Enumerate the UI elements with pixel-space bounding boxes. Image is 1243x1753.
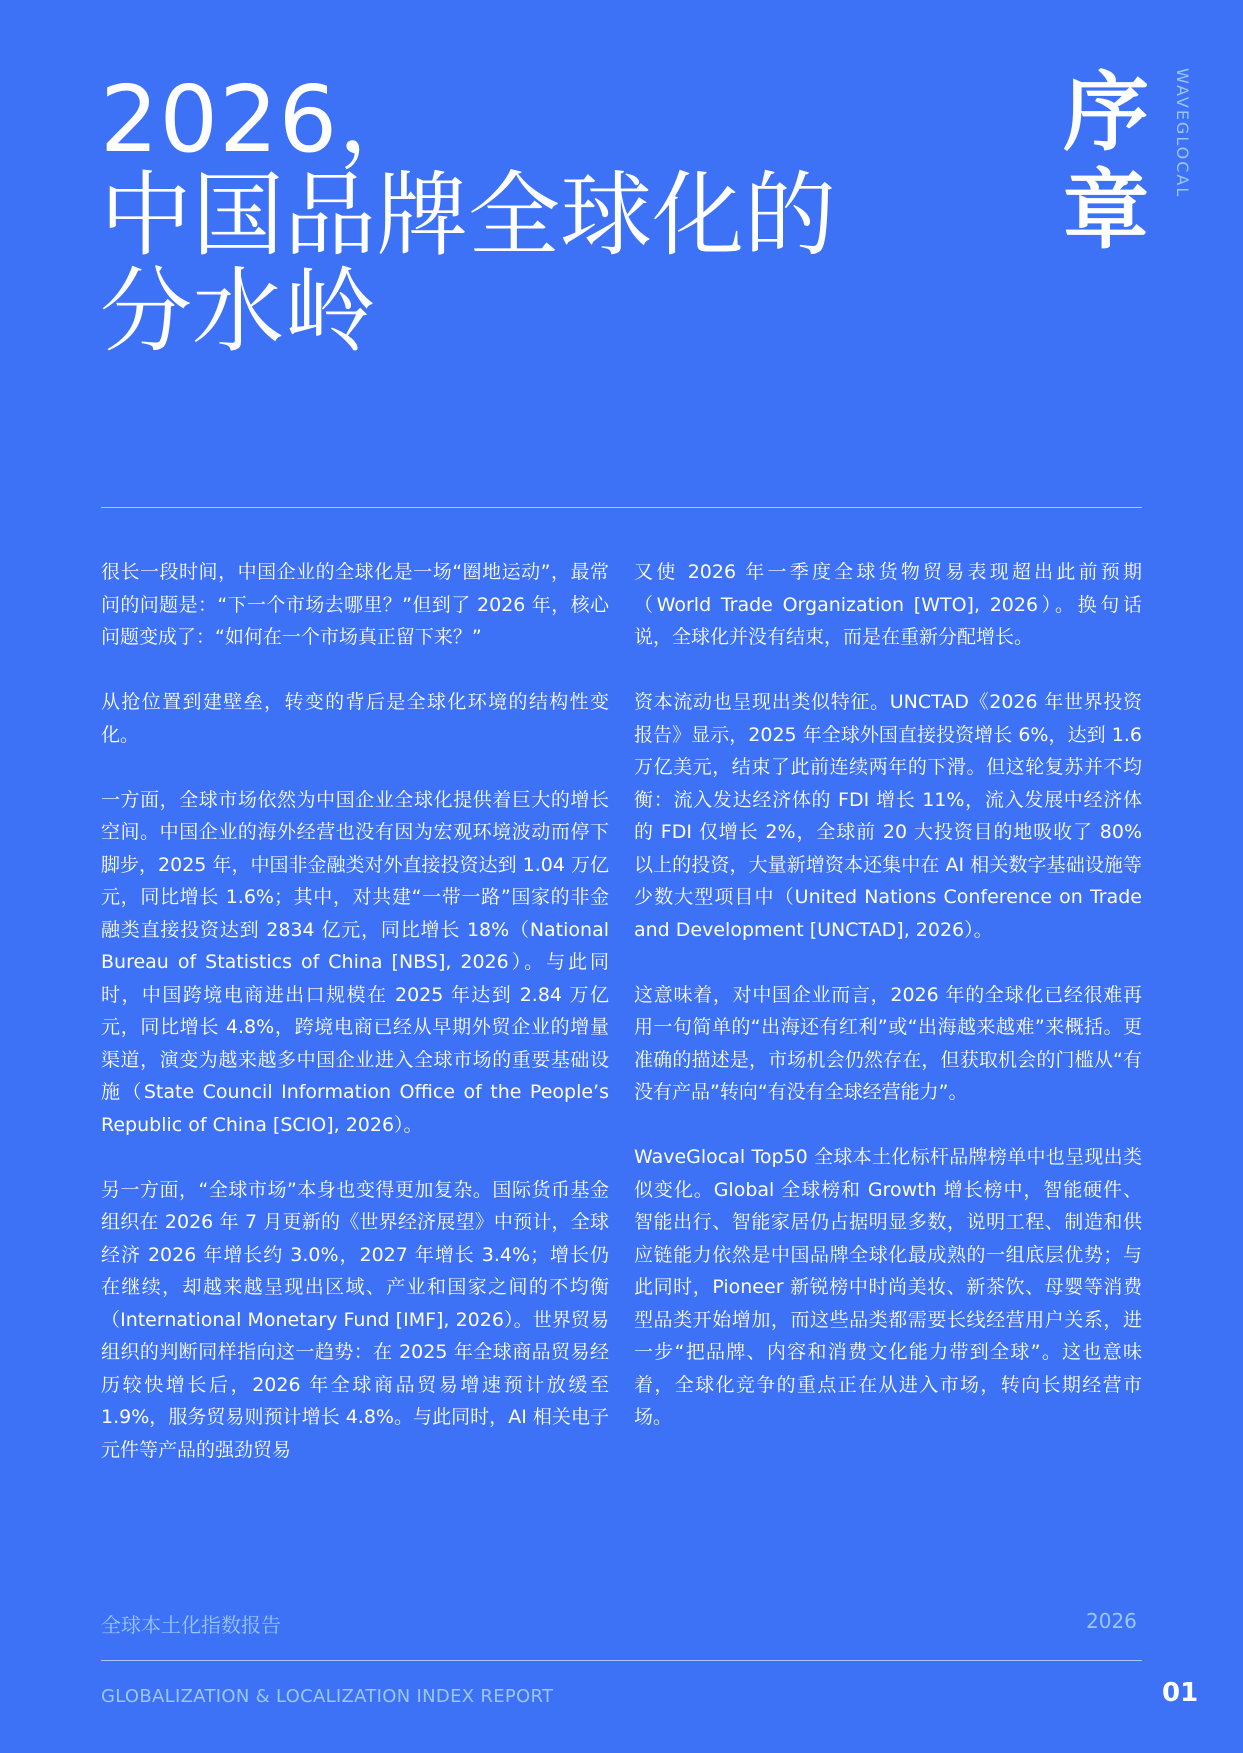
- body-column-right: [634, 556, 1142, 1466]
- paragraph: 很长一段时间，中国企业的全球化是一场“圈地运动”，最常问的问题是：“下一个市场去哪里？”但到了 2026 年，核心问题变成了：“如何在一个市场真正留下来？”: [101, 561, 609, 648]
- paragraph: 一方面，全球市场依然为中国企业全球化提供着巨大的增长空间。中国企业的海外经营也没有因为宏观环境波动而停下脚步，2025 年，中国非金融类对外直接投资达到 1.04 万亿元，同比增长 1.6%；其中，对共建“一带一路”国家的非金融类直接投资达到 2834 亿元，同比增长 18%（National Bureau of Statistics of China [NBS], 2026）。与此同时，中国跨境电商进出口规模在 2025 年达到 2.84 万亿元，同比增长 4.8%，跨境电商已经从早期外贸企业的增量渠道，演变为越来越多中国企业进入全球市场的重要基础设施（State Council Information Office of the People’s Republic of China [SCIO], 2026）。: [101, 788, 609, 1136]
- footer-report-title-en: GLOBALIZATION & LOCALIZATION INDEX REPORT: [101, 1686, 554, 1707]
- footer-year: 2026: [1086, 1609, 1137, 1633]
- chapter-char-2: 章: [1063, 161, 1149, 261]
- brand-vertical-label: WAVEGLOCAL: [1173, 68, 1192, 199]
- top-divider: [101, 507, 1142, 508]
- paragraph: 从抢位置到建壁垒，转变的背后是全球化环境的结构性变化。: [101, 691, 609, 746]
- footer-report-title-cn: 全球本土化指数报告: [101, 1613, 281, 1637]
- page-title: [100, 66, 860, 365]
- page-number: 01: [1162, 1678, 1199, 1708]
- chapter-mark: [1058, 64, 1154, 260]
- title-line-year: 2026，: [100, 66, 432, 173]
- paragraph: 这意味着，对中国企业而言，2026 年的全球化已经很难再用一句简单的“出海还有红利”或“出海越来越难”来概括。更准确的描述是，市场机会仍然存在，但获取机会的门槛从“有没有产品”转向“有没有全球经营能力”。: [634, 983, 1142, 1103]
- paragraph: WaveGlocal Top50 全球本土化标杆品牌榜单中也呈现出类似变化。Global 全球榜和 Growth 增长榜中，智能硬件、智能出行、智能家居仍占据明显多数，说明工程、制造和供应链能力依然是中国品牌全球化最成熟的一组底层优势；与此同时，Pioneer 新锐榜中时尚美妆、新茶饮、母婴等消费型品类开始增加，而这些品类都需要长线经营用户关系，进一步“把品牌、内容和消费文化能力带到全球”。这也意味着，全球化竞争的重点正在从进入市场，转向长期经营市场。: [634, 1146, 1142, 1428]
- title-line-end: 分水岭: [100, 258, 377, 365]
- chapter-char-1: 序: [1063, 63, 1149, 163]
- title-line-main: 中国品牌全球化的: [100, 162, 837, 269]
- paragraph: 又使 2026 年一季度全球货物贸易表现超出此前预期（World Trade Organization [WTO], 2026）。换句话说，全球化并没有结束，而是在重新分配增长。: [634, 561, 1142, 648]
- paragraph: 资本流动也呈现出类似特征。UNCTAD《2026 年世界投资报告》显示，2025 年全球外国直接投资增长 6%，达到 1.6 万亿美元，结束了此前连续两年的下滑。但这轮复苏并不均衡：流入发达经济体的 FDI 增长 11%，流入发展中经济体的 FDI 仅增长 2%，全球前 20 大投资目的地吸收了 80% 以上的投资，大量新增资本还集中在 AI 相关数字基础设施等少数大型项目中（United Nations Conference on Trade and Development [UNCTAD], 2026）。: [634, 691, 1142, 941]
- body-column-left: [101, 556, 609, 1499]
- paragraph: 另一方面，“全球市场”本身也变得更加复杂。国际货币基金组织在 2026 年 7 月更新的《世界经济展望》中预计，全球经济 2026 年增长约 3.0%，2027 年增长 3.4%；增长仍在继续，却越来越呈现出区域、产业和国家之间的不均衡（International Monetary Fund [IMF], 2026）。世界贸易组织的判断同样指向这一趋势：在 2025 年全球商品贸易经历较快增长后，2026 年全球商品贸易增速预计放缓至 1.9%，服务贸易则预计增长 4.8%。与此同时，AI 相关电子元件等产品的强劲贸易: [101, 1178, 609, 1461]
- footer-divider: [101, 1660, 1142, 1661]
